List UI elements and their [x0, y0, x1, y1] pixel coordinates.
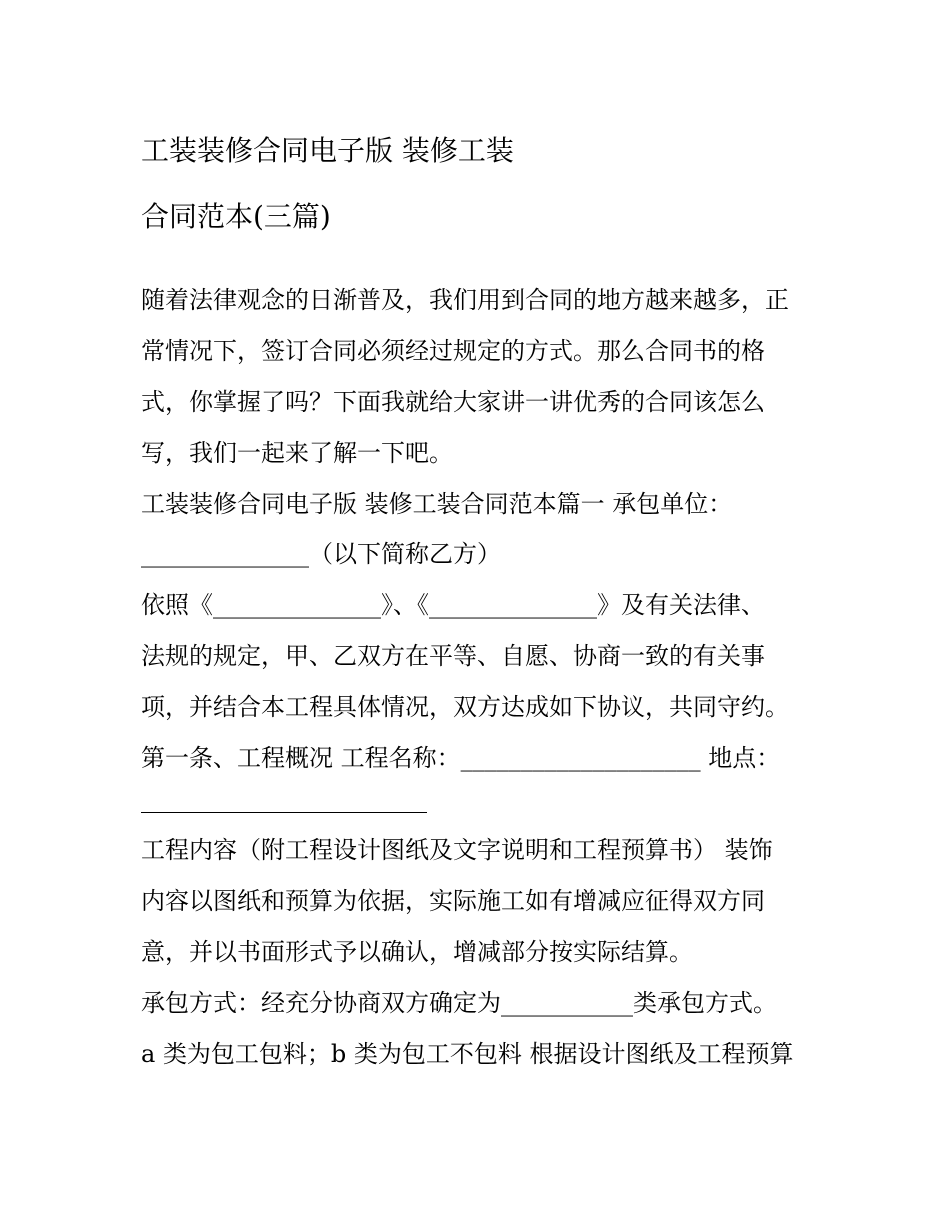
body-line-1: 随着法律观念的日渐普及，我们用到合同的地方越来越多，正	[141, 286, 789, 314]
blank-underline	[141, 812, 427, 813]
body-line-7: 依照《______________》、《______________》及有关法律、	[141, 591, 765, 619]
body-line-12: 内容以图纸和预算为依据，实际施工如有增减应征得双方同	[141, 887, 765, 915]
body-line-4: 写，我们一起来了解一下吧。	[141, 439, 453, 467]
title-line-2: 合同范本(三篇)	[141, 200, 331, 233]
body-line-3: 式，你掌握了吗？下面我就给大家讲一讲优秀的合同该怎么	[141, 388, 765, 416]
body-line-11: 工程内容（附工程设计图纸及文字说明和工程预算书） 装饰	[141, 836, 773, 864]
body-line-5: 工装装修合同电子版 装修工装合同范本篇一 承包单位：	[141, 490, 733, 518]
body-line-9: 项，并结合本工程具体情况，双方达成如下协议，共同守约。	[141, 693, 789, 721]
body-line-14: 承包方式：经充分协商双方确定为___________类承包方式。	[141, 989, 777, 1017]
body-line-2: 常情况下，签订合同必须经过规定的方式。那么合同书的格	[141, 337, 765, 365]
body-line-8: 法规的规定，甲、乙双方在平等、自愿、协商一致的有关事	[141, 642, 765, 670]
body-line-13: 意，并以书面形式予以确认，增减部分按实际结算。	[141, 938, 693, 966]
title-line-1: 工装装修合同电子版 装修工装	[141, 134, 514, 167]
document-title	[141, 118, 831, 250]
body-line-6: ______________（以下简称乙方）	[141, 540, 501, 568]
body-line-15: a 类为包工包料；b 类为包工不包料 根据设计图纸及工程预算	[141, 1040, 794, 1068]
body-line-10: 第一条、工程概况 工程名称：____________________ 地点：	[141, 744, 781, 772]
